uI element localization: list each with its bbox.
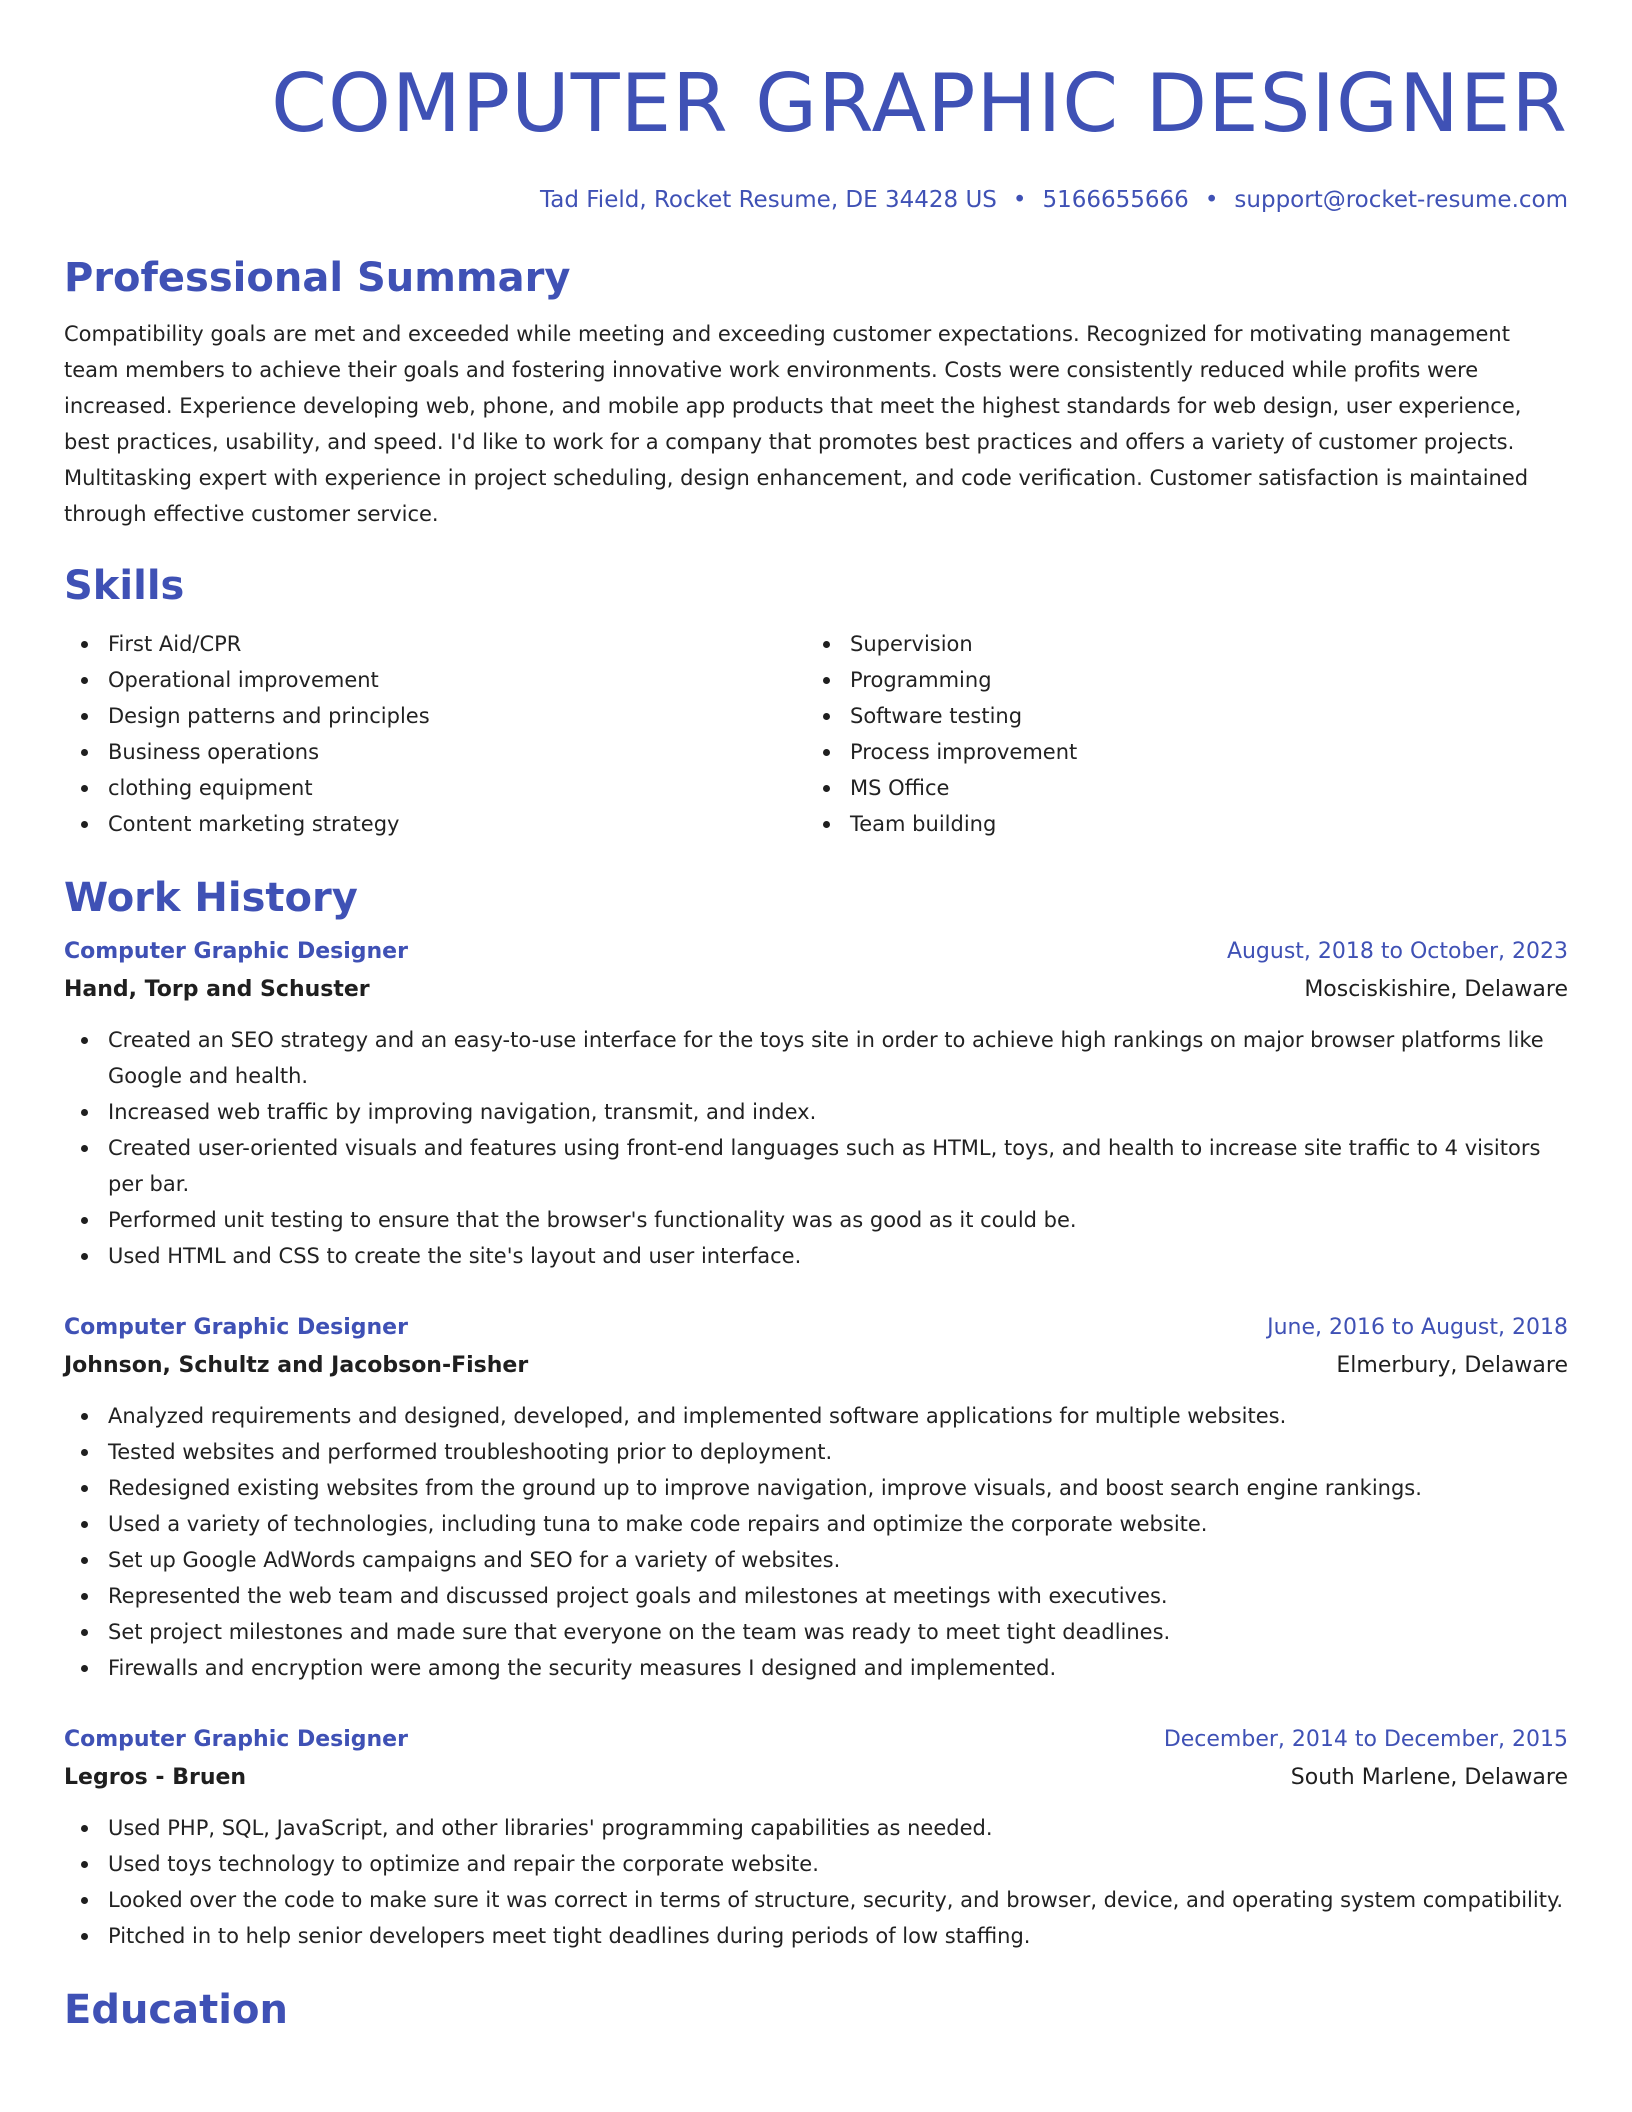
job-duties — [64, 1810, 1568, 1954]
job-duty: Pitched in to help senior developers meet tight deadlines during periods of low staffing. — [64, 1918, 1568, 1954]
summary-text: Compatibility goals are met and exceeded while meeting and exceeding customer expectations. Recognized for motivating management team members to achieve their goals and fostering innovative work environments. Costs were consistently reduced while profits were increased. Experience developing web, phone, and mobile app products that meet the highest standards for web design, user experience, best practices, usability, and speed. I'd like to work for a company that promotes best practices and offers a variety of customer projects. Multitasking expert with experience in project scheduling, design enhancement, and code verification. Customer satisfaction is maintained through effective customer service. — [64, 322, 1529, 526]
skill-item: Process improvement — [806, 734, 1548, 770]
skill-item: clothing equipment — [64, 770, 806, 806]
job-subheader — [64, 972, 1568, 1008]
job-duty: Performed unit testing to ensure that the browser's functionality was as good as it could be. — [64, 1202, 1568, 1238]
skills-column-left — [64, 626, 806, 842]
contact-address: Tad Field, Rocket Resume, DE 34428 US — [540, 187, 997, 213]
resume-title: COMPUTER GRAPHIC DESIGNER — [271, 57, 1568, 150]
job-duty: Created user-oriented visuals and features using front-end languages such as HTML, toys, and health to increase site traffic to 4 visitors per bar. — [64, 1130, 1568, 1202]
contact-separator: • — [1204, 187, 1219, 213]
work-history-heading: Work History — [64, 875, 358, 921]
job-header — [64, 1308, 1568, 1348]
job-duty: Used toys technology to optimize and repair the corporate website. — [64, 1846, 1568, 1882]
skill-item: Programming — [806, 662, 1548, 698]
job-location: Mosciskishire, Delaware — [1304, 977, 1568, 1002]
job-location: Elmerbury, Delaware — [1336, 1353, 1568, 1378]
job-duty: Created an SEO strategy and an easy-to-use interface for the toys site in order to achieve high rankings on major browser platforms like Google and health. — [64, 1022, 1568, 1094]
summary-heading: Professional Summary — [64, 255, 571, 301]
job-header — [64, 932, 1568, 972]
job-subheader — [64, 1348, 1568, 1384]
job-company: Hand, Torp and Schuster — [64, 977, 370, 1002]
job-duties — [64, 1398, 1568, 1686]
job-duty: Used HTML and CSS to create the site's layout and user interface. — [64, 1238, 1568, 1274]
skill-item: Team building — [806, 806, 1548, 842]
job-duty: Analyzed requirements and designed, developed, and implemented software applications for multiple websites. — [64, 1398, 1568, 1434]
job-position: Computer Graphic Designer — [64, 939, 408, 964]
contact-email[interactable]: support@rocket-resume.com — [1234, 187, 1568, 213]
skills-heading: Skills — [64, 563, 185, 609]
job-position: Computer Graphic Designer — [64, 1315, 408, 1340]
job-duty: Represented the web team and discussed project goals and milestones at meetings with executives. — [64, 1578, 1568, 1614]
job-header — [64, 1720, 1568, 1760]
contact-line — [64, 184, 1568, 216]
job-dates: August, 2018 to October, 2023 — [1226, 939, 1568, 964]
job-duty: Looked over the code to make sure it was correct in terms of structure, security, and browser, device, and operating system compatibility. — [64, 1882, 1568, 1918]
skill-item: Content marketing strategy — [64, 806, 806, 842]
job-duty: Redesigned existing websites from the ground up to improve navigation, improve visuals, and boost search engine rankings. — [64, 1470, 1568, 1506]
job-company: Johnson, Schultz and Jacobson-Fisher — [64, 1353, 529, 1378]
skill-item: Supervision — [806, 626, 1548, 662]
job-entry — [64, 1720, 1568, 1954]
resume-page — [64, 0, 1568, 2036]
job-duty: Set up Google AdWords campaigns and SEO for a variety of websites. — [64, 1542, 1568, 1578]
skills-column-right — [806, 626, 1548, 842]
job-location: South Marlene, Delaware — [1290, 1765, 1568, 1790]
job-company: Legros - Bruen — [64, 1765, 247, 1790]
skill-item: Business operations — [64, 734, 806, 770]
skill-item: MS Office — [806, 770, 1548, 806]
skill-item: First Aid/CPR — [64, 626, 806, 662]
skills-list — [64, 626, 1568, 842]
job-duty: Tested websites and performed troubleshooting prior to deployment. — [64, 1434, 1568, 1470]
skill-item: Operational improvement — [64, 662, 806, 698]
contact-phone: 5166655666 — [1042, 187, 1189, 213]
job-subheader — [64, 1760, 1568, 1796]
job-duty: Used PHP, SQL, JavaScript, and other libraries' programming capabilities as needed. — [64, 1810, 1568, 1846]
job-entry — [64, 932, 1568, 1274]
job-duty: Increased web traffic by improving navigation, transmit, and index. — [64, 1094, 1568, 1130]
job-position: Computer Graphic Designer — [64, 1727, 408, 1752]
contact-separator: • — [1012, 187, 1027, 213]
job-entry — [64, 1308, 1568, 1686]
skill-item: Software testing — [806, 698, 1548, 734]
job-dates: December, 2014 to December, 2015 — [1163, 1727, 1568, 1752]
job-dates: June, 2016 to August, 2018 — [1267, 1315, 1568, 1340]
job-duties — [64, 1022, 1568, 1274]
job-duty: Set project milestones and made sure that everyone on the team was ready to meet tight deadlines. — [64, 1614, 1568, 1650]
skill-item: Design patterns and principles — [64, 698, 806, 734]
education-heading: Education — [64, 1987, 288, 2033]
job-duty: Firewalls and encryption were among the security measures I designed and implemented. — [64, 1650, 1568, 1686]
job-duty: Used a variety of technologies, including tuna to make code repairs and optimize the corporate website. — [64, 1506, 1568, 1542]
